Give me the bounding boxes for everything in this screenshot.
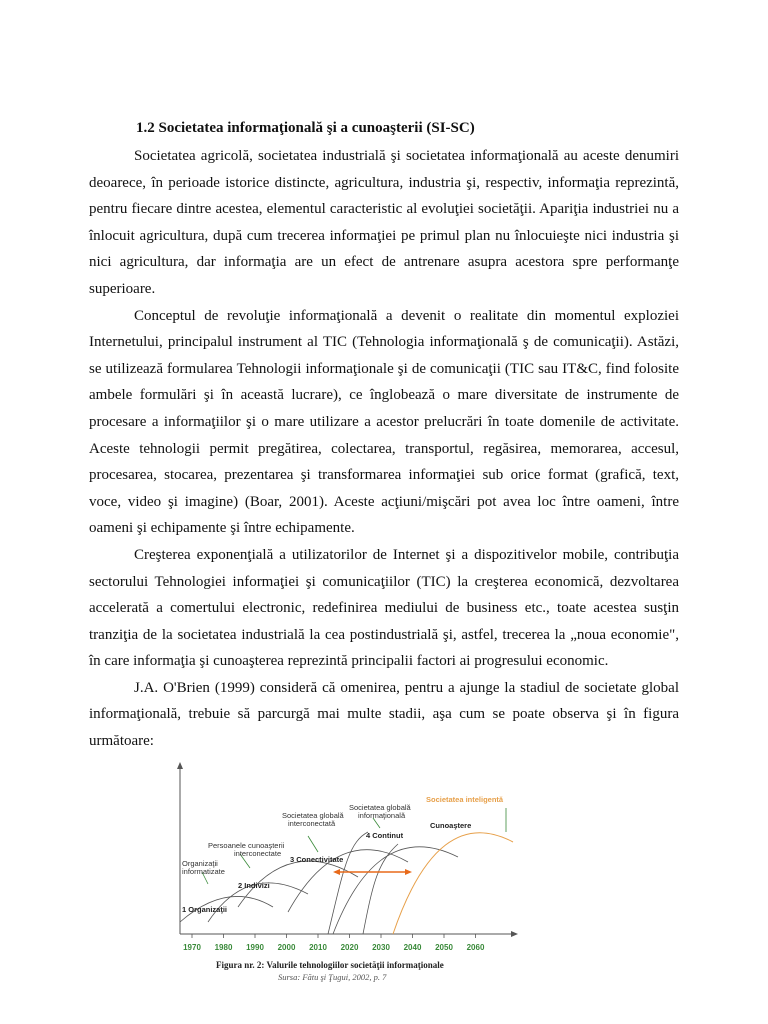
figure-technology-waves bbox=[168, 762, 518, 987]
figure-source: Sursa: Fătu şi Ţugui, 2002, p. 7 bbox=[278, 972, 387, 982]
label-organizatii-informatizate-1: Organizaţii bbox=[182, 859, 218, 868]
section-heading: 1.2 Societatea informaţională şi a cunoaşterii (SI-SC) bbox=[136, 120, 475, 136]
year-label: 2040 bbox=[403, 943, 422, 952]
stage-1-label: 1 Organizaţii bbox=[182, 905, 228, 914]
paragraph: Conceptul de revoluţie informaţională a devenit o realitate din momentul exploziei Internetului, principalul instrument al TIC (Tehnologia informaţională ş de comunicaţii). Astăzi, se utilizează formularea Tehnologii informaţionale şi de comunicaţii (TIC sau IT&C, find folosite ambele formulări şi în această lucrare), ce înglobează o mare diversitate de instrumente de procesare a informaţiilor şi o mare utilizare a acestor prelucrări în toate domenile de activitate. Aceste tehnologii permit pregătirea, colectarea, transportul, regăsirea, memorarea, accesul, procesarea, stocarea, prezentarea şi transformarea informaţiei sub orice format (grafică, text, voce, video şi imagine) (Boar, 2001). Aceste acţiuni/mişcări pot avea loc între oameni, între oameni şi echipamente şi între echipamente. bbox=[89, 307, 679, 537]
year-label: 2060 bbox=[466, 943, 485, 952]
stage-2-label: 2 Indivizi bbox=[238, 881, 270, 890]
year-label: 1990 bbox=[246, 943, 264, 952]
wave-curve bbox=[328, 832, 368, 934]
year-label: 2030 bbox=[372, 943, 390, 952]
year-label: 1980 bbox=[214, 943, 233, 952]
label-societatea-globala-interconectata-2: interconectată bbox=[288, 819, 336, 828]
year-ticks bbox=[183, 934, 485, 952]
year-label: 2050 bbox=[435, 943, 453, 952]
year-label: 2020 bbox=[340, 943, 359, 952]
label-societatea-globala-informationala-1: Societatea globală bbox=[349, 803, 411, 812]
label-societatea-inteligenta: Societatea inteligentă bbox=[426, 795, 504, 804]
wave-curve bbox=[333, 847, 458, 934]
body-text bbox=[89, 143, 679, 755]
figure-caption: Figura nr. 2: Valurile tehnologiilor societăţii informaţionale bbox=[216, 960, 444, 970]
stage-5-label: Cunoaştere bbox=[430, 821, 472, 830]
label-persoanele-cunoasterii-2: interconectate bbox=[234, 849, 282, 858]
label-organizatii-informatizate-2: informatizate bbox=[182, 867, 225, 876]
wave-curve-orange bbox=[393, 833, 513, 934]
paragraph: J.A. O'Brien (1999) consideră că omenirea, pentru a ajunge la stadiul de societate global informaţională, trebuie să parcurgă mai multe stadii, aşa cum se poate observa şi în figura următoare: bbox=[89, 679, 679, 750]
wave-curve bbox=[363, 844, 398, 934]
paragraph: Societatea agricolă, societatea industrială şi societatea informaţională au aceste denumiri deoarece, în perioade istorice distincte, agricultura, industria şi, respectiv, informaţia reprezintă, pentru fiecare dintre acestea, elementul caracteristic al evoluţiei societăţii. Apariţia industriei nu a înlocuit agricultura, după cum trecerea informaţiei pe primul plan nu înlocuieşte nici industria şi nici agricultura, dar informaţia are un efect de antrenare asupra acestora spre performanţe superioare. bbox=[89, 148, 679, 297]
stage-3-label: 3 Conectivitate bbox=[290, 855, 344, 864]
year-label: 2010 bbox=[309, 943, 327, 952]
label-societatea-globala-informationala-2: informaţională bbox=[358, 811, 406, 820]
arrow-left-head bbox=[333, 869, 340, 875]
paragraph: Creşterea exponenţială a utilizatorilor de Internet şi a dispozitivelor mobile, contribuţia sectorului Tehnologiei informaţiei şi comunicaţiilor (TIC) la creşterea economică, dezvoltarea accelerată a comertului electronic, redefinirea mediului de business etc., toate acestea susţin tranziţia de la societatea industrială la cea postindustrială şi, astfel, trecerea la „noua economie", în care informaţia şi cunoaşterea reprezintă principalii factori ai progresului economic. bbox=[89, 546, 679, 670]
stage-4-label: 4 Continut bbox=[366, 831, 404, 840]
label-persoanele-cunoasterii-1: Persoanele cunoaşterii bbox=[208, 841, 285, 850]
label-societatea-globala-interconectata-1: Societatea globală bbox=[282, 811, 344, 820]
y-axis-arrow bbox=[177, 762, 183, 769]
year-label: 1970 bbox=[183, 943, 201, 952]
year-label: 2000 bbox=[277, 943, 296, 952]
x-axis-arrow bbox=[511, 931, 518, 937]
arrow-right-head bbox=[405, 869, 412, 875]
pointer-line bbox=[308, 836, 318, 852]
